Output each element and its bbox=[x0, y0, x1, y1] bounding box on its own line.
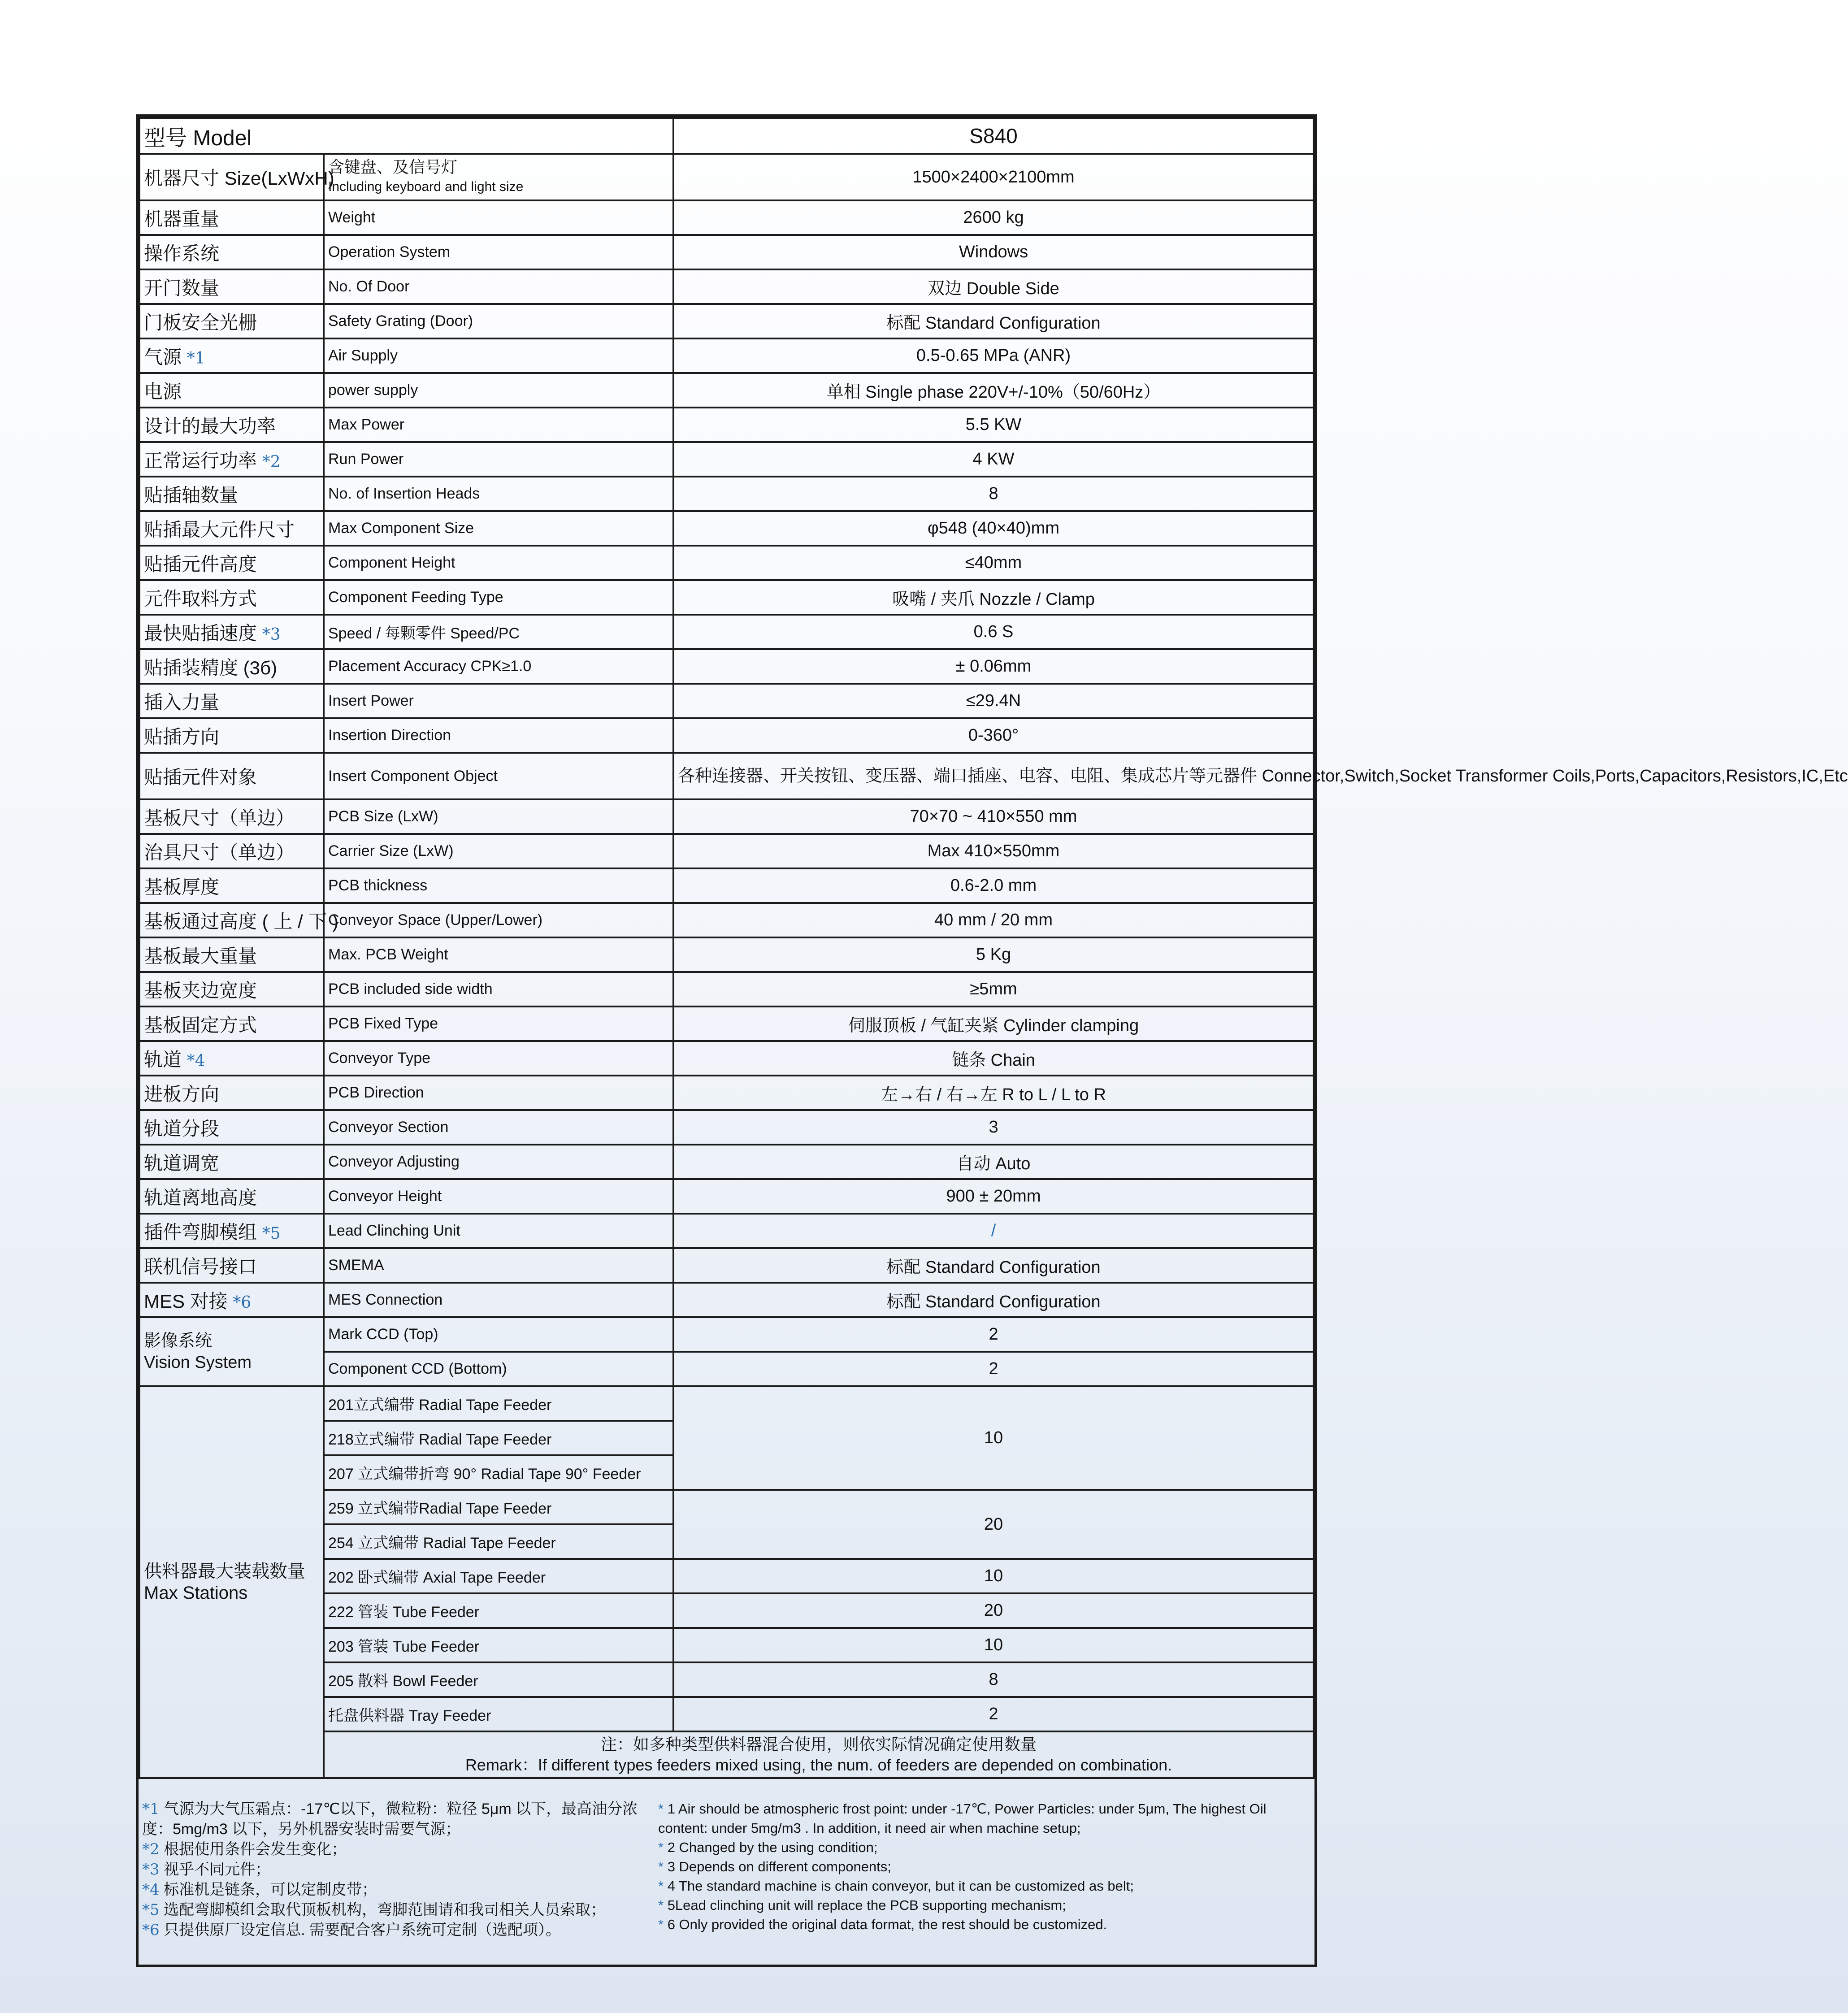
table-row bbox=[139, 511, 1314, 546]
param-name-cn bbox=[139, 1179, 324, 1214]
param-name-cn bbox=[139, 1214, 324, 1248]
param-name-cn-text: 电源 bbox=[144, 381, 182, 402]
param-name-cn-text: 贴插轴数量 bbox=[144, 484, 239, 506]
param-name-cn-text: 基板通过高度 ( 上 / 下 ) bbox=[144, 911, 338, 932]
footnote-en bbox=[658, 1876, 1311, 1896]
param-value: ≤40mm bbox=[673, 546, 1314, 580]
footnote-marker: * bbox=[658, 1897, 664, 1913]
param-name-en: Operation System bbox=[324, 235, 673, 269]
param-name-en: Insertion Direction bbox=[324, 718, 673, 753]
param-value: ≤29.4N bbox=[673, 684, 1314, 718]
feeder-label-cn: 供料器最大装载数量 bbox=[144, 1562, 305, 1581]
table-row bbox=[139, 718, 1314, 753]
table-row bbox=[139, 580, 1314, 615]
table-row bbox=[139, 1076, 1314, 1110]
feeder-type: 207 立式编带折弯 90° Radial Tape 90° Feeder bbox=[324, 1455, 673, 1490]
feeder-count: 20 bbox=[673, 1593, 1314, 1628]
footnote-marker: *6 bbox=[233, 1293, 252, 1312]
param-name-cn bbox=[139, 477, 324, 511]
param-name-cn-text: 轨道离地高度 bbox=[144, 1187, 257, 1208]
param-name-cn-text: 贴插元件高度 bbox=[144, 553, 257, 575]
param-name-cn bbox=[139, 684, 324, 718]
param-name-cn-text: 插入力量 bbox=[144, 691, 220, 713]
param-name-cn bbox=[139, 834, 324, 868]
table-row bbox=[139, 903, 1314, 937]
footnote-text: 根据使用条件会发生变化； bbox=[159, 1841, 347, 1858]
footnote-text: 标准机是链条，可以定制皮带； bbox=[159, 1881, 377, 1898]
param-name-cn bbox=[139, 546, 324, 580]
table-row bbox=[139, 868, 1314, 903]
vision-item-value: 2 bbox=[673, 1352, 1314, 1386]
footnotes-en bbox=[655, 1790, 1314, 1965]
param-name-en: PCB included side width bbox=[324, 972, 673, 1006]
footnote-text: 3 Depends on different components; bbox=[664, 1859, 891, 1874]
param-name-cn-text: 贴插元件对象 bbox=[144, 767, 257, 788]
param-name-en: Conveyor Type bbox=[324, 1041, 673, 1076]
param-value: 2600 kg bbox=[673, 200, 1314, 235]
param-value: 双边 Double Side bbox=[673, 269, 1314, 304]
feeder-count: 8 bbox=[673, 1662, 1314, 1697]
table-row bbox=[139, 442, 1314, 477]
param-name-cn-text: 机器重量 bbox=[144, 208, 220, 230]
param-name-cn bbox=[139, 972, 324, 1006]
param-value: 自动 Auto bbox=[673, 1145, 1314, 1179]
param-value: 900 ± 20mm bbox=[673, 1179, 1314, 1214]
param-name-cn-text: 基板尺寸（单边） bbox=[144, 807, 295, 829]
table-row bbox=[139, 1248, 1314, 1283]
param-value: 吸嘴 / 夹爪 Nozzle / Clamp bbox=[673, 580, 1314, 615]
param-value: 0.6-2.0 mm bbox=[673, 868, 1314, 903]
param-name-en: No. of Insertion Heads bbox=[324, 477, 673, 511]
param-desc-cn: 含键盘、及信号灯 bbox=[328, 158, 458, 176]
param-name-cn-text: 轨道调宽 bbox=[144, 1152, 220, 1174]
param-name-cn bbox=[139, 338, 324, 373]
footnote-marker: *4 bbox=[187, 1051, 205, 1070]
feeder-count: 10 bbox=[673, 1559, 1314, 1593]
footnote-text: 气源为大气压霜点：-17℃以下，微粒粉：粒径 5μm 以下，最高油分浓度：5mg/m3 以下，另外机器安装时需要气源； bbox=[142, 1800, 638, 1838]
footnote-text: 只提供原厂设定信息. 需要配合客户系统可定制（选配项）。 bbox=[159, 1922, 561, 1939]
remark-cn: 注：如多种类型供料器混合使用，则依实际情况确定使用数量 bbox=[600, 1735, 1037, 1753]
feeder-type: 259 立式编带Radial Tape Feeder bbox=[324, 1490, 673, 1524]
footnote-cn bbox=[142, 1880, 651, 1900]
param-name-cn bbox=[139, 200, 324, 235]
footnote-en bbox=[658, 1915, 1311, 1934]
footnote-en bbox=[658, 1799, 1311, 1838]
param-name-cn-text: 贴插装精度 (3б) bbox=[144, 657, 278, 678]
feeder-type: 205 散料 Bowl Feeder bbox=[324, 1662, 673, 1697]
table-row bbox=[139, 649, 1314, 684]
spec-table bbox=[139, 117, 1848, 1779]
table-row bbox=[139, 200, 1314, 235]
param-name-cn bbox=[139, 1283, 324, 1317]
table-row bbox=[139, 1041, 1314, 1076]
footnote-text: 2 Changed by the using condition; bbox=[664, 1839, 878, 1855]
param-name-en: power supply bbox=[324, 373, 673, 408]
feeder-type: 201立式编带 Radial Tape Feeder bbox=[324, 1386, 673, 1421]
vision-item-name: Component CCD (Bottom) bbox=[324, 1352, 673, 1386]
footnotes bbox=[139, 1790, 1314, 1965]
param-value: 0-360° bbox=[673, 718, 1314, 753]
param-name-cn-text: 正常运行功率 bbox=[144, 450, 257, 471]
param-name-cn-text: 治具尺寸（单边） bbox=[144, 842, 295, 863]
vision-label-cn: 影像系统 bbox=[144, 1332, 213, 1350]
param-name-cn-text: 贴插最大元件尺寸 bbox=[144, 519, 295, 540]
param-name-cn-text: 基板固定方式 bbox=[144, 1014, 257, 1036]
param-value: 0.5-0.65 MPa (ANR) bbox=[673, 338, 1314, 373]
param-name-en: PCB Fixed Type bbox=[324, 1006, 673, 1041]
footnote-text: 选配弯脚模组会取代顶板机构，弯脚范围请和我司相关人员索取； bbox=[159, 1901, 606, 1918]
footnote-marker: * bbox=[658, 1839, 664, 1855]
param-name-cn-text: 进板方向 bbox=[144, 1083, 220, 1105]
param-value: 单相 Single phase 220V+/-10%（50/60Hz） bbox=[673, 373, 1314, 408]
param-name-cn-text: 基板最大重量 bbox=[144, 945, 257, 967]
table-row bbox=[139, 477, 1314, 511]
param-name-cn bbox=[139, 649, 324, 684]
param-name-cn-text: 元件取料方式 bbox=[144, 588, 257, 609]
footnote-marker: *5 bbox=[262, 1224, 281, 1243]
footnote-marker: *4 bbox=[142, 1881, 160, 1899]
feeder-type: 202 卧式编带 Axial Tape Feeder bbox=[324, 1559, 673, 1593]
param-name-cn bbox=[139, 615, 324, 649]
table-row bbox=[139, 269, 1314, 304]
table-row bbox=[139, 1317, 1314, 1352]
param-name-en: Conveyor Section bbox=[324, 1110, 673, 1145]
param-name-cn bbox=[139, 373, 324, 408]
param-name-cn-text: 操作系统 bbox=[144, 243, 220, 264]
param-name-en: Insert Power bbox=[324, 684, 673, 718]
table-row bbox=[139, 338, 1314, 373]
footnote-text: 6 Only provided the original data format, the rest should be customized. bbox=[664, 1917, 1107, 1932]
param-value: 标配 Standard Configuration bbox=[673, 304, 1314, 338]
param-value: ≥5mm bbox=[673, 972, 1314, 1006]
param-name-cn bbox=[139, 868, 324, 903]
footnote-cn bbox=[142, 1839, 651, 1860]
param-name-cn-text: 门板安全光栅 bbox=[144, 312, 257, 333]
param-name-en: MES Connection bbox=[324, 1283, 673, 1317]
footnote-marker: *1 bbox=[187, 349, 205, 368]
param-name-cn-text: 气源 bbox=[144, 346, 182, 368]
param-name-en: Safety Grating (Door) bbox=[324, 304, 673, 338]
param-value: ± 0.06mm bbox=[673, 649, 1314, 684]
table-row bbox=[139, 615, 1314, 649]
param-name-en: Max. PCB Weight bbox=[324, 937, 673, 972]
feeder-remark bbox=[324, 1731, 1314, 1778]
feeder-type: 222 管装 Tube Feeder bbox=[324, 1593, 673, 1628]
table-row bbox=[139, 753, 1314, 799]
table-row bbox=[139, 546, 1314, 580]
footnote-text: 视乎不同元件； bbox=[159, 1861, 271, 1878]
param-name-cn-text: 插件弯脚模组 bbox=[144, 1221, 257, 1243]
param-name-cn-text: 基板厚度 bbox=[144, 876, 220, 898]
param-name-en: Conveyor Space (Upper/Lower) bbox=[324, 903, 673, 937]
table-row bbox=[139, 154, 1314, 200]
footnote-marker: * bbox=[658, 1878, 664, 1894]
param-name-en bbox=[324, 154, 673, 200]
param-name-en: No. Of Door bbox=[324, 269, 673, 304]
param-name-en: PCB Size (LxW) bbox=[324, 799, 673, 834]
param-name-en: Conveyor Adjusting bbox=[324, 1145, 673, 1179]
footnote-marker: *6 bbox=[142, 1921, 160, 1939]
table-row bbox=[139, 1179, 1314, 1214]
spec-sheet bbox=[136, 114, 1848, 1967]
param-name-cn-text: 轨道 bbox=[144, 1049, 182, 1070]
param-name-cn bbox=[139, 718, 324, 753]
param-name-cn-text: 轨道分段 bbox=[144, 1118, 220, 1139]
footnote-en bbox=[658, 1896, 1311, 1915]
vision-item-value: 2 bbox=[673, 1317, 1314, 1352]
param-desc-en: Including keyboard and light size bbox=[328, 179, 524, 194]
param-name-cn bbox=[139, 1248, 324, 1283]
param-name-cn-text: 开门数量 bbox=[144, 277, 220, 299]
param-name-cn bbox=[139, 235, 324, 269]
param-name-cn-text: 最快贴插速度 bbox=[144, 622, 257, 644]
param-name-en: Speed / 每颗零件 Speed/PC bbox=[324, 615, 673, 649]
footnote-marker: *5 bbox=[142, 1901, 160, 1919]
footnote-cn bbox=[142, 1900, 651, 1920]
param-name-en: PCB thickness bbox=[324, 868, 673, 903]
param-value: 标配 Standard Configuration bbox=[673, 1248, 1314, 1283]
param-name-cn bbox=[139, 1145, 324, 1179]
param-name-cn bbox=[139, 154, 334, 200]
feeder-count: 2 bbox=[673, 1697, 1314, 1731]
param-name-en: Placement Accuracy CPK≥1.0 bbox=[324, 649, 673, 684]
param-name-cn-text: 贴插方向 bbox=[144, 726, 220, 747]
param-name-en: Lead Clinching Unit bbox=[324, 1214, 673, 1248]
param-value: 标配 Standard Configuration bbox=[673, 1283, 1314, 1317]
vision-label-en: Vision System bbox=[144, 1353, 252, 1372]
param-name-en: Max Power bbox=[324, 408, 673, 442]
footnote-marker: * bbox=[658, 1859, 664, 1874]
footnote-marker: * bbox=[658, 1801, 664, 1817]
table-row bbox=[139, 972, 1314, 1006]
table-row bbox=[139, 304, 1314, 338]
param-name-en: Component Height bbox=[324, 546, 673, 580]
feeder-count: 10 bbox=[673, 1386, 1314, 1490]
param-name-cn bbox=[139, 1110, 324, 1145]
param-name-cn-text: MES 对接 bbox=[144, 1290, 228, 1312]
param-value: 5.5 KW bbox=[673, 408, 1314, 442]
param-name-cn bbox=[139, 269, 324, 304]
feeder-count: 10 bbox=[673, 1628, 1314, 1662]
footnotes-cn bbox=[139, 1790, 655, 1965]
table-row bbox=[139, 408, 1314, 442]
table-row bbox=[139, 1006, 1314, 1041]
param-value: 3 bbox=[673, 1110, 1314, 1145]
param-name-cn bbox=[139, 1041, 324, 1076]
vision-system-label bbox=[139, 1317, 324, 1386]
table-row bbox=[139, 373, 1314, 408]
param-name-cn bbox=[139, 1006, 324, 1041]
param-value: 40 mm / 20 mm bbox=[673, 903, 1314, 937]
param-name-en: Component Feeding Type bbox=[324, 580, 673, 615]
param-value: / bbox=[673, 1214, 1314, 1248]
footnote-marker: *2 bbox=[142, 1840, 160, 1858]
param-name-cn bbox=[139, 442, 324, 477]
feeder-type: 218立式编带 Radial Tape Feeder bbox=[324, 1421, 673, 1455]
param-name-en: PCB Direction bbox=[324, 1076, 673, 1110]
footnote-marker: * bbox=[658, 1917, 664, 1932]
table-row bbox=[139, 937, 1314, 972]
param-name-cn bbox=[139, 1076, 324, 1110]
param-name-en: Air Supply bbox=[324, 338, 673, 373]
table-row bbox=[139, 1386, 1314, 1421]
footnote-cn bbox=[142, 1920, 651, 1940]
param-name-cn-text: 基板夹边宽度 bbox=[144, 980, 257, 1001]
param-name-en: Conveyor Height bbox=[324, 1179, 673, 1214]
table-row bbox=[139, 684, 1314, 718]
table-row bbox=[139, 235, 1314, 269]
remark-en: Remark：If different types feeders mixed using, the num. of feeders are depended on combination. bbox=[465, 1756, 1172, 1774]
footnote-text: 4 The standard machine is chain conveyor, but it can be customized as belt; bbox=[664, 1878, 1134, 1894]
param-name-en: Insert Component Object bbox=[324, 753, 673, 799]
footnote-en bbox=[658, 1857, 1311, 1876]
footnote-marker: *3 bbox=[142, 1861, 160, 1879]
param-name-en: Run Power bbox=[324, 442, 673, 477]
param-name-cn bbox=[139, 408, 324, 442]
param-value: φ548 (40×40)mm bbox=[673, 511, 1314, 546]
param-value: 各种连接器、开关按钮、变压器、端口插座、电容、电阻、集成芯片等元器件 Connector,Switch,Socket Transformer Coils,Ports,Capacitors,Resistors,IC,Etc bbox=[673, 753, 1314, 799]
footnote-text: 5Lead clinching unit will replace the PCB supporting mechanism; bbox=[664, 1897, 1066, 1913]
param-value: 4 KW bbox=[673, 442, 1314, 477]
footnote-marker: *3 bbox=[262, 625, 281, 644]
param-name-cn bbox=[139, 799, 324, 834]
param-name-cn bbox=[139, 304, 324, 338]
footnote-text: 1 Air should be atmospheric frost point: under -17℃, Power Particles: under 5μm, The highest Oil content: under 5mg/m3 . In addition, it need air when machine setup; bbox=[658, 1801, 1267, 1836]
param-value: 伺服顶板 / 气缸夹紧 Cylinder clamping bbox=[673, 1006, 1314, 1041]
feeder-label-en: Max Stations bbox=[144, 1583, 248, 1603]
footnote-marker: *1 bbox=[142, 1800, 160, 1818]
table-row bbox=[139, 799, 1314, 834]
param-value: 70×70 ~ 410×550 mm bbox=[673, 799, 1314, 834]
table-row bbox=[139, 1214, 1314, 1248]
table-header-row bbox=[139, 118, 1314, 154]
footnote-en bbox=[658, 1838, 1311, 1857]
param-name-en: Max Component Size bbox=[324, 511, 673, 546]
param-name-en: Carrier Size (LxW) bbox=[324, 834, 673, 868]
footnote-cn bbox=[142, 1860, 651, 1880]
param-value: 5 Kg bbox=[673, 937, 1314, 972]
table-row bbox=[139, 1145, 1314, 1179]
model-value: S840 bbox=[673, 118, 1314, 154]
param-name-cn bbox=[139, 903, 338, 937]
footnote-marker: *2 bbox=[262, 452, 281, 471]
vision-item-name: Mark CCD (Top) bbox=[324, 1317, 673, 1352]
param-value: Max 410×550mm bbox=[673, 834, 1314, 868]
param-value: 8 bbox=[673, 477, 1314, 511]
footnote-cn bbox=[142, 1799, 651, 1839]
param-name-cn-text: 机器尺寸 Size(LxWxH) bbox=[144, 168, 334, 189]
feeder-type: 托盘供料器 Tray Feeder bbox=[324, 1697, 673, 1731]
param-name-en: SMEMA bbox=[324, 1248, 673, 1283]
param-value: Windows bbox=[673, 235, 1314, 269]
table-row bbox=[139, 834, 1314, 868]
param-value: 左→右 / 右→左 R to L / L to R bbox=[673, 1076, 1314, 1110]
table-row bbox=[139, 1283, 1314, 1317]
param-name-cn bbox=[139, 580, 324, 615]
param-name-cn-text: 设计的最大功率 bbox=[144, 415, 276, 437]
param-name-cn bbox=[139, 511, 324, 546]
param-value: 链条 Chain bbox=[673, 1041, 1314, 1076]
param-name-en: Weight bbox=[324, 200, 673, 235]
param-name-cn-text: 联机信号接口 bbox=[144, 1256, 257, 1277]
param-name-cn bbox=[139, 937, 324, 972]
feeder-type: 254 立式编带 Radial Tape Feeder bbox=[324, 1524, 673, 1559]
param-name-cn bbox=[139, 753, 324, 799]
model-label: 型号 Model bbox=[139, 118, 673, 154]
param-value: 1500×2400×2100mm bbox=[673, 154, 1314, 200]
feeder-type: 203 管装 Tube Feeder bbox=[324, 1628, 673, 1662]
feeder-count: 20 bbox=[673, 1490, 1314, 1559]
table-row bbox=[139, 1110, 1314, 1145]
feeder-stations-label bbox=[139, 1386, 324, 1778]
param-value: 0.6 S bbox=[673, 615, 1314, 649]
